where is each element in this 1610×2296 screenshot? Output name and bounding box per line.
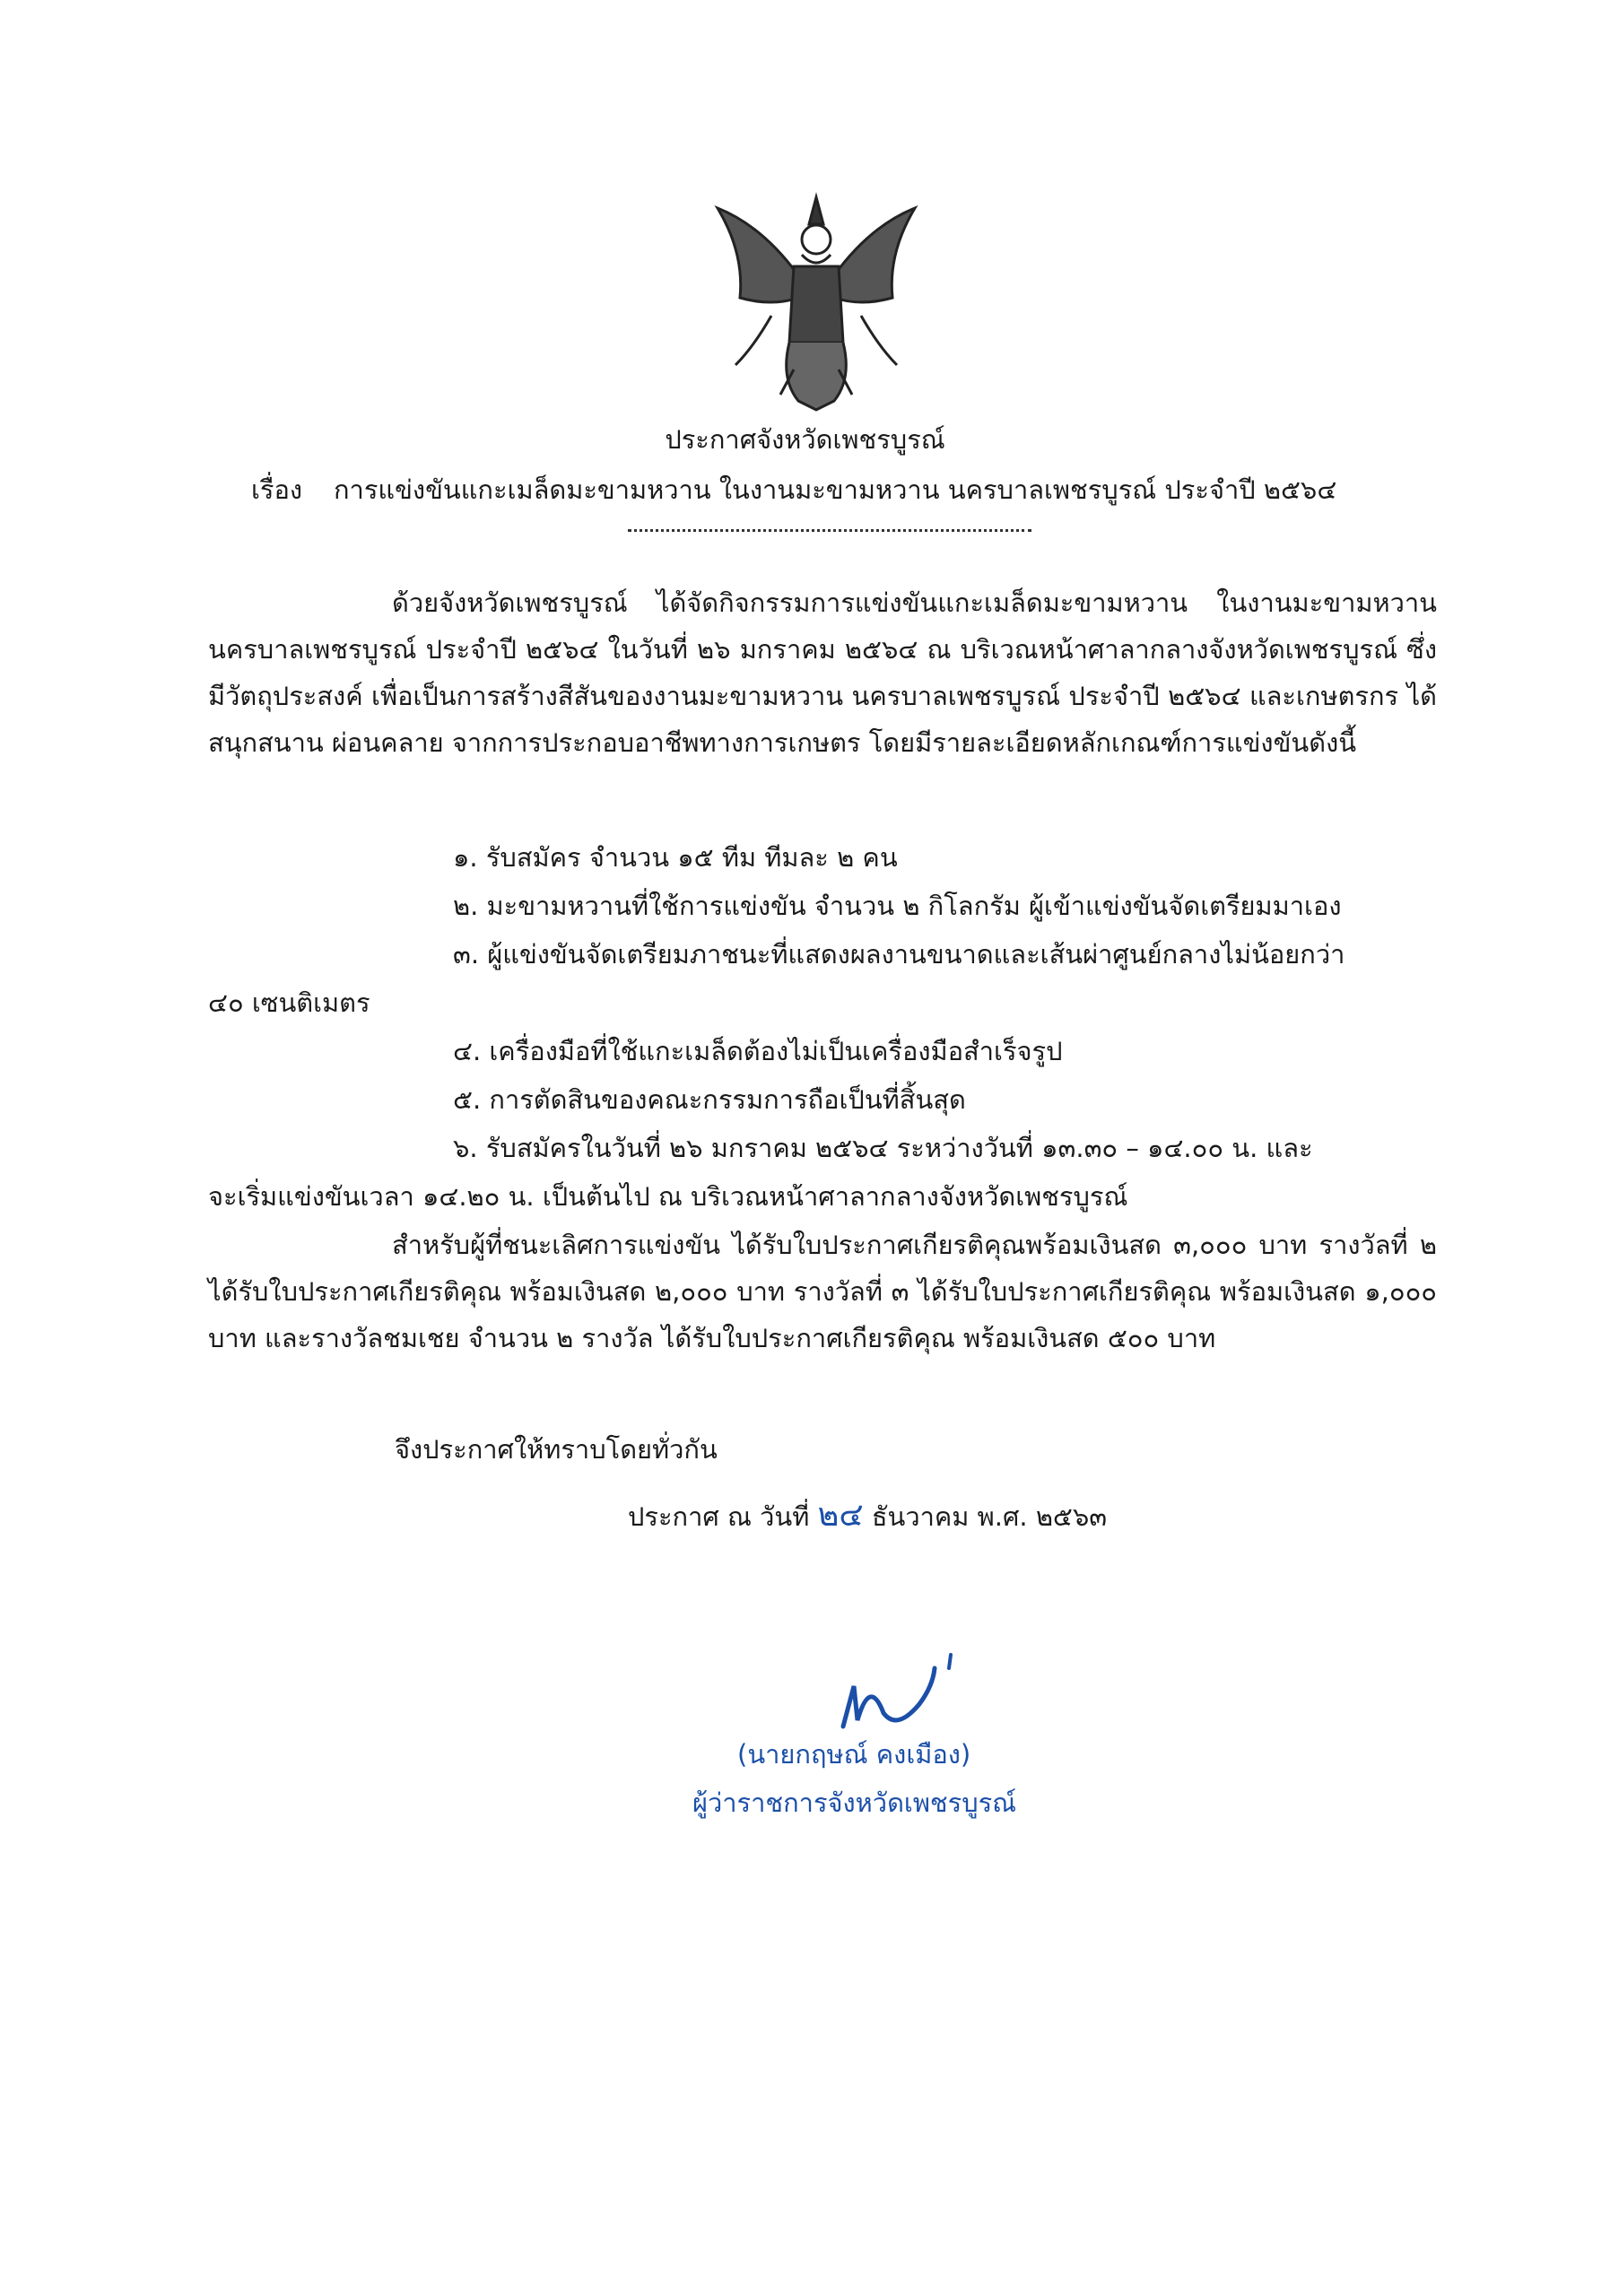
signatory-name: (นายกฤษณ์ คงเมือง) xyxy=(737,1739,971,1770)
document-title: ประกาศจังหวัดเพชรบูรณ์ xyxy=(665,424,945,455)
rule-item-3-continued: ๔๐ เซนติเมตร xyxy=(208,987,370,1018)
garuda-emblem-icon xyxy=(709,190,924,414)
rule-item-6: ๖. รับสมัครในวันที่ ๒๖ มกราคม ๒๕๖๔ ระหว่างวันที่ ๑๓.๓๐ – ๑๔.๐๐ น. และ xyxy=(453,1133,1313,1163)
rule-item-2: ๒. มะขามหวานที่ใช้การแข่งขัน จำนวน ๒ กิโลกรัม ผู้เข้าแข่งขันจัดเตรียมมาเอง xyxy=(453,891,1342,921)
closing-text: จึงประกาศให้ทราบโดยทั่วกัน xyxy=(395,1434,718,1465)
rule-item-1: ๑. รับสมัคร จำนวน ๑๕ ทีม ทีมละ ๒ คน xyxy=(453,842,898,873)
subject-label: เรื่อง xyxy=(251,474,303,505)
date-day-handwritten: ๒๔ xyxy=(817,1497,864,1534)
signature-mark xyxy=(834,1641,987,1740)
rule-item-4: ๔. เครื่องมือที่ใช้แกะเมล็ดต้องไม่เป็นเครื่องมือสำเร็จรูป xyxy=(453,1036,1063,1066)
prize-paragraph: สำหรับผู้ที่ชนะเลิศการแข่งขัน ได้รับใบประกาศเกียรติคุณพร้อมเงินสด ๓,๐๐๐ บาท รางวัลที่ ๒ ได้รับใบประกาศเกียรติคุณ พร้อมเงินสด ๒,๐๐๐ บาท รางวัลที่ ๓ ได้รับใบประกาศเกียรติคุณ พร้อมเงินสด ๑,๐๐๐ บาท และรางวัลชมเชย จำนวน ๒ รางวัล ได้รับใบประกาศเกียรติคุณ พร้อมเงินสด ๕๐๐ บาท xyxy=(208,1230,1437,1353)
rule-item-6-continued: จะเริ่มแข่งขันเวลา ๑๔.๒๐ น. เป็นต้นไป ณ บริเวณหน้าศาลากลางจังหวัดเพชรบูรณ์ xyxy=(208,1181,1128,1212)
date-rest: ธันวาคม พ.ศ. ๒๕๖๓ xyxy=(871,1501,1108,1532)
signatory-position: ผู้ว่าราชการจังหวัดเพชรบูรณ์ xyxy=(692,1787,1017,1818)
separator-dotted-line xyxy=(628,529,1031,532)
date-line xyxy=(628,1497,1108,1534)
date-prefix: ประกาศ ณ วันที่ xyxy=(628,1501,810,1532)
rule-item-5: ๕. การตัดสินของคณะกรรมการถือเป็นที่สิ้นสุด xyxy=(453,1084,966,1115)
subject-text: การแข่งขันแกะเมล็ดมะขามหวาน ในงานมะขามหวาน นครบาลเพชรบูรณ์ ประจำปี ๒๕๖๔ xyxy=(334,474,1337,505)
intro-paragraph: ด้วยจังหวัดเพชรบูรณ์ ได้จัดกิจกรรมการแข่งขันแกะเมล็ดมะขามหวาน ในงานมะขามหวาน นครบาลเพชรบูรณ์ ประจำปี ๒๕๖๔ ในวันที่ ๒๖ มกราคม ๒๕๖๔ ณ บริเวณหน้าศาลากลางจังหวัดเพชรบูรณ์ ซึ่งมีวัตถุประสงค์ เพื่อเป็นการสร้างสีสันของงานมะขามหวาน นครบาลเพชรบูรณ์ ประจำปี ๒๕๖๔ และเกษตรกร ได้สนุกสนาน ผ่อนคลาย จากการประกอบอาชีพทางการเกษตร โดยมีรายละเอียดหลักเกณฑ์การแข่งขันดังนี้ xyxy=(208,587,1437,758)
rule-item-3: ๓. ผู้แข่งขันจัดเตรียมภาชนะที่แสดงผลงานขนาดและเส้นผ่าศูนย์กลางไม่น้อยกว่า xyxy=(453,939,1345,970)
